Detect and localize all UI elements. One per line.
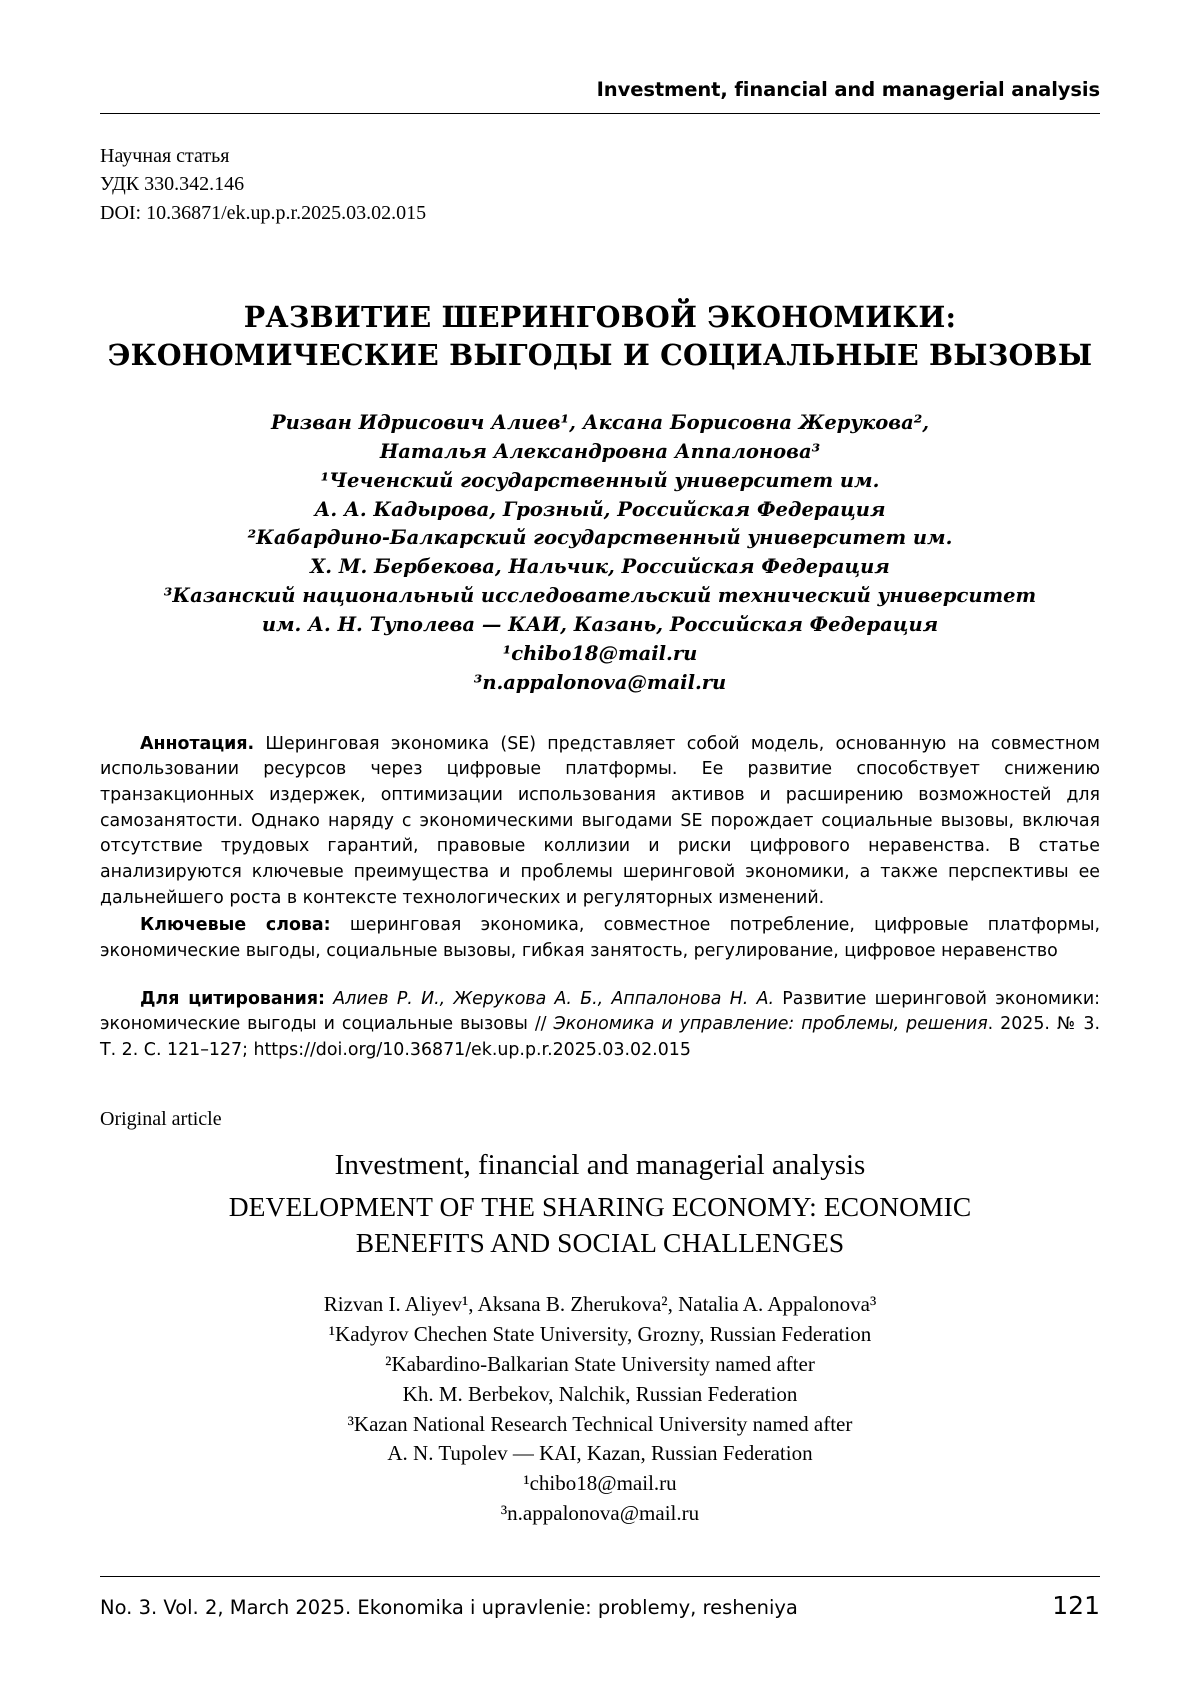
keywords-label: Ключевые слова: xyxy=(140,915,331,936)
page-title-en xyxy=(100,1189,1100,1261)
abstract-text: Шеринговая экономика (SE) представляет собой модель, основанную на совместном использовании ресурсов через цифровые платформы. Ее развитие способствует снижению транзакционных издержек, оптимизации использования активов и расширению возможностей для самозанятости. Однако наряду с экономическими выгодами SE порождает социальные вызовы, включая отсутствие трудовых гарантий, правовые коллизии и риски цифрового неравенства. В статье анализируются ключевые преимущества и проблемы шеринговой экономики, а также перспективы ее дальнейшего роста в контексте технологических и регуляторных изменений. xyxy=(100,733,1101,908)
authors-block-ru xyxy=(100,409,1100,698)
author-email-2: ³n.appalonova@mail.ru xyxy=(473,670,727,694)
affiliation-en-2-line-1: ²Kabardino-Balkarian State University named after xyxy=(385,1351,815,1376)
page-title-ru: РАЗВИТИЕ ШЕРИНГОВОЙ ЭКОНОМИКИ: ЭКОНОМИЧЕСКИЕ ВЫГОДЫ И СОЦИАЛЬНЫЕ ВЫЗОВЫ xyxy=(107,300,1093,373)
title-en-line-2: BENEFITS AND SOCIAL CHALLENGES xyxy=(355,1226,845,1258)
authors-line-1: Ризван Идрисович Алиев¹, Аксана Борисовна Жерукова², xyxy=(270,410,930,434)
affiliation-1-line-2: А. А. Кадырова, Грозный, Российская Федерация xyxy=(314,497,886,521)
affiliation-2-line-1: ²Кабардино-Балкарский государственный университет им. xyxy=(247,526,953,550)
citation-title: Развитие шеринговой экономики: экономические выгоды и социальные вызовы // xyxy=(100,988,1100,1035)
keywords-text: шеринговая экономика, совместное потребление, цифровые платформы, экономические выгоды, социальные вызовы, гибкая занятость, регулирование, цифровое неравенство xyxy=(100,915,1100,961)
keywords-paragraph xyxy=(100,913,1100,964)
footer-rule xyxy=(100,1576,1100,1577)
citation-tail: . 2025. № 3. Т. 2. С. 121–127; https://doi.org/10.36871/ek.up.p.r.2025.03.02.015 xyxy=(100,1014,1101,1060)
doi-code: DOI: 10.36871/ek.up.p.r.2025.03.02.015 xyxy=(100,201,427,224)
citation-journal: Экономика и управление: проблемы, решения xyxy=(553,1014,988,1035)
article-type: Научная статья xyxy=(100,145,230,167)
authors-block-en xyxy=(100,1290,1100,1529)
affiliation-en-2-line-2: Kh. M. Berbekov, Nalchik, Russian Federation xyxy=(402,1381,798,1406)
article-meta xyxy=(100,142,1100,227)
title-en-line-1: DEVELOPMENT OF THE SHARING ECONOMY: ECONOMIC xyxy=(228,1190,972,1222)
footer-issue-text: No. 3. Vol. 2, March 2025. Ekonomika i upravlenie: problemy, resheniya xyxy=(100,1596,798,1619)
citation-authors: Алиев Р. И., Жерукова А. Б., Аппалонова Н. А. xyxy=(333,988,775,1009)
abstract-block xyxy=(100,732,1100,965)
affiliation-en-3-line-1: ³Kazan National Research Technical University named after xyxy=(347,1411,853,1436)
page-number: 121 xyxy=(1052,1591,1100,1620)
author-email-1: ¹chibo18@mail.ru xyxy=(502,641,698,665)
affiliation-2-line-2: Х. М. Бербекова, Нальчик, Российская Федерация xyxy=(310,555,890,579)
author-email-en-2: ³n.appalonova@mail.ru xyxy=(500,1501,700,1526)
udk-code: УДК 330.342.146 xyxy=(100,173,245,196)
running-head: Investment, financial and managerial analysis xyxy=(596,78,1100,101)
journal-name-en: Investment, financial and managerial analysis xyxy=(334,1148,866,1181)
citation-block xyxy=(100,987,1100,1064)
affiliation-1-line-1: ¹Чеченский государственный университет им. xyxy=(320,468,880,492)
affiliation-3-line-2: им. А. Н. Туполева — КАИ, Казань, Российская Федерация xyxy=(261,612,939,636)
abstract-paragraph xyxy=(100,732,1100,912)
affiliation-en-3-line-2: A. N. Tupolev — KAI, Kazan, Russian Federation xyxy=(387,1441,813,1466)
authors-line-2: Наталья Александровна Аппалонова³ xyxy=(379,439,821,463)
original-article-label: Original article xyxy=(100,1107,222,1130)
author-email-en-1: ¹chibo18@mail.ru xyxy=(523,1471,677,1496)
abstract-label: Аннотация. xyxy=(140,733,255,754)
page-footer xyxy=(100,1576,1100,1620)
header-rule xyxy=(100,113,1100,114)
authors-en-line: Rizvan I. Aliyev¹, Aksana B. Zherukova², Natalia A. Appalonova³ xyxy=(323,1292,877,1317)
affiliation-en-1: ¹Kadyrov Chechen State University, Grozny, Russian Federation xyxy=(328,1322,872,1347)
affiliation-3-line-1: ³Казанский национальный исследовательский технический университет xyxy=(163,584,1037,608)
citation-label: Для цитирования: xyxy=(140,988,325,1009)
